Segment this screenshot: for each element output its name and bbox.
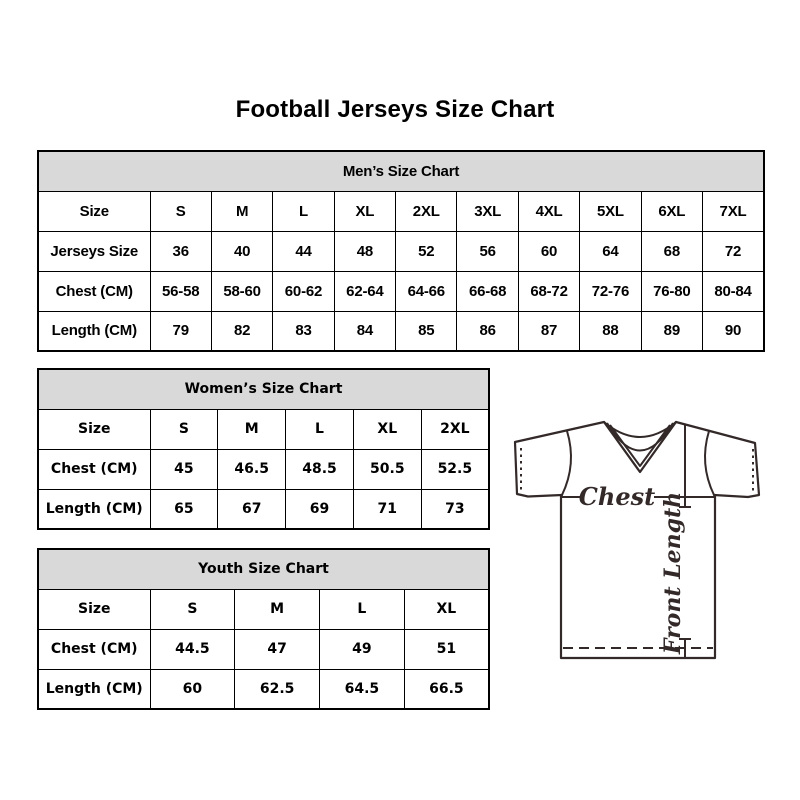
mens-table-header: Men’s Size Chart — [38, 151, 764, 191]
youth-table-header: Youth Size Chart — [38, 549, 489, 589]
mens-size-cell: 90 — [703, 311, 764, 351]
mens-size-cell: 3XL — [457, 191, 518, 231]
youth-row-label: Size — [38, 589, 150, 629]
womens-size-cell: 69 — [286, 489, 354, 529]
womens-size-cell: 65 — [150, 489, 218, 529]
youth-size-cell: 49 — [320, 629, 405, 669]
youth-row-label: Length (CM) — [38, 669, 150, 709]
mens-size-cell: 72 — [703, 231, 764, 271]
mens-size-cell: M — [211, 191, 272, 231]
mens-size-cell: 64-66 — [396, 271, 457, 311]
mens-size-cell: 68-72 — [518, 271, 579, 311]
mens-row-label: Size — [38, 191, 150, 231]
mens-size-cell: 60-62 — [273, 271, 334, 311]
womens-size-cell: 45 — [150, 449, 218, 489]
mens-size-cell: 89 — [641, 311, 702, 351]
youth-row-0 — [38, 589, 489, 629]
youth-size-cell: XL — [404, 589, 489, 629]
mens-size-cell: 76-80 — [641, 271, 702, 311]
mens-row-label: Chest (CM) — [38, 271, 150, 311]
youth-size-cell: M — [235, 589, 320, 629]
womens-row-label: Size — [38, 409, 150, 449]
youth-size-cell: 44.5 — [150, 629, 235, 669]
mens-size-cell: 58-60 — [211, 271, 272, 311]
mens-size-cell: 56 — [457, 231, 518, 271]
mens-size-cell: 62-64 — [334, 271, 395, 311]
youth-size-table — [37, 548, 490, 710]
mens-size-cell: S — [150, 191, 211, 231]
womens-size-cell: 2XL — [421, 409, 489, 449]
mens-size-cell: 88 — [580, 311, 641, 351]
youth-row-label: Chest (CM) — [38, 629, 150, 669]
youth-size-cell: S — [150, 589, 235, 629]
jersey-measurement-diagram — [500, 400, 800, 680]
mens-size-cell: 60 — [518, 231, 579, 271]
mens-size-cell: 84 — [334, 311, 395, 351]
mens-size-cell: XL — [334, 191, 395, 231]
mens-size-cell: 6XL — [641, 191, 702, 231]
womens-size-cell: 71 — [353, 489, 421, 529]
mens-size-cell: 86 — [457, 311, 518, 351]
youth-size-cell: 64.5 — [320, 669, 405, 709]
mens-row-2 — [38, 271, 764, 311]
mens-size-cell: 80-84 — [703, 271, 764, 311]
mens-size-cell: 79 — [150, 311, 211, 351]
chest-label: Chest — [578, 482, 656, 511]
youth-size-cell: L — [320, 589, 405, 629]
youth-size-cell: 51 — [404, 629, 489, 669]
womens-size-cell: L — [286, 409, 354, 449]
womens-row-1 — [38, 449, 489, 489]
womens-size-table — [37, 368, 490, 530]
mens-size-cell: 4XL — [518, 191, 579, 231]
womens-row-0 — [38, 409, 489, 449]
mens-size-cell: 48 — [334, 231, 395, 271]
womens-size-cell: 46.5 — [218, 449, 286, 489]
mens-size-cell: 5XL — [580, 191, 641, 231]
mens-size-cell: 56-58 — [150, 271, 211, 311]
mens-row-1 — [38, 231, 764, 271]
mens-row-0 — [38, 191, 764, 231]
mens-size-cell: 85 — [396, 311, 457, 351]
mens-size-cell: 2XL — [396, 191, 457, 231]
mens-size-cell: 72-76 — [580, 271, 641, 311]
womens-size-cell: 48.5 — [286, 449, 354, 489]
chest-measure-line — [562, 482, 715, 511]
womens-size-cell: 73 — [421, 489, 489, 529]
mens-size-cell: 40 — [211, 231, 272, 271]
womens-size-cell: S — [150, 409, 218, 449]
mens-size-table — [37, 150, 765, 352]
front-length-measure-line — [660, 424, 691, 658]
page-title: Football Jerseys Size Chart — [235, 96, 555, 123]
youth-size-cell: 66.5 — [404, 669, 489, 709]
mens-size-cell: 68 — [641, 231, 702, 271]
jersey-outline-icon — [515, 422, 759, 658]
mens-size-cell: 36 — [150, 231, 211, 271]
womens-size-cell: XL — [353, 409, 421, 449]
youth-row-1 — [38, 629, 489, 669]
womens-size-cell: 52.5 — [421, 449, 489, 489]
mens-size-cell: 7XL — [703, 191, 764, 231]
womens-size-cell: M — [218, 409, 286, 449]
mens-size-cell: L — [273, 191, 334, 231]
womens-row-2 — [38, 489, 489, 529]
youth-size-cell: 60 — [150, 669, 235, 709]
womens-size-cell: 50.5 — [353, 449, 421, 489]
mens-size-cell: 82 — [211, 311, 272, 351]
mens-size-cell: 87 — [518, 311, 579, 351]
mens-size-cell: 64 — [580, 231, 641, 271]
youth-size-cell: 47 — [235, 629, 320, 669]
mens-row-3 — [38, 311, 764, 351]
mens-size-cell: 83 — [273, 311, 334, 351]
mens-row-label: Length (CM) — [38, 311, 150, 351]
womens-row-label: Chest (CM) — [38, 449, 150, 489]
youth-row-2 — [38, 669, 489, 709]
mens-size-cell: 44 — [273, 231, 334, 271]
front-length-label: Front Length — [660, 491, 686, 655]
mens-size-cell: 52 — [396, 231, 457, 271]
womens-table-header: Women’s Size Chart — [38, 369, 489, 409]
mens-row-label: Jerseys Size — [38, 231, 150, 271]
womens-row-label: Length (CM) — [38, 489, 150, 529]
mens-size-cell: 66-68 — [457, 271, 518, 311]
youth-size-cell: 62.5 — [235, 669, 320, 709]
womens-size-cell: 67 — [218, 489, 286, 529]
